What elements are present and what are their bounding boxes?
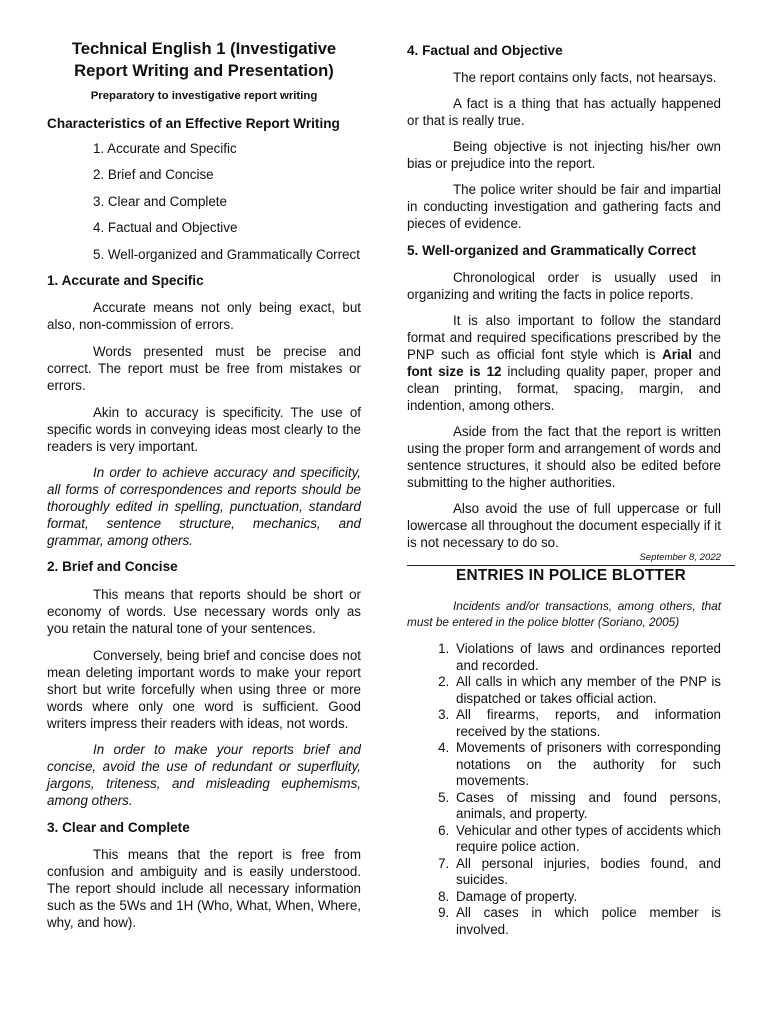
paragraph: The report contains only facts, not hearsays.: [453, 70, 717, 85]
paragraph: The police writer should be fair and impartial in conducting investigation and gathering facts and pieces of evidence.: [407, 182, 721, 231]
paragraph: Accurate means not only being exact, but also, non-commission of errors.: [47, 299, 361, 332]
list-item: 2. Brief and Concise: [93, 167, 214, 183]
list-item: 7. All personal injuries, bodies found, and suicides.: [453, 856, 721, 889]
list-item: 8. Damage of property.: [453, 889, 721, 906]
list-item: 4. Factual and Objective: [93, 220, 238, 236]
paragraph: This means that the report is free from confusion and ambiguity and is easily understood. The report should include all necessary information such as the 5Ws and 1H (Who, What, When, Where, why, and how).: [47, 846, 361, 930]
text-run: It is also important to follow the standard format and required specifications prescribed by the PNP such as official font style which is: [407, 313, 721, 362]
section-heading-clear: 3. Clear and Complete: [47, 819, 190, 835]
paragraph: Also avoid the use of full uppercase or full lowercase all throughout the document especially if it is not necessary to do so.: [407, 501, 721, 550]
paragraph: Aside from the fact that the report is written using the proper form and arrangement of words and sentence structures, it should also be edited before submitting to the higher authorities.: [407, 424, 721, 490]
section-heading-accurate: 1. Accurate and Specific: [47, 272, 204, 288]
italic-paragraph: In order to achieve accuracy and specificity, all forms of correspondences and reports should be thoroughly edited in spelling, punctuation, standard format, sentence structure, mechanics, and grammar, among others.: [47, 464, 361, 548]
text-run: including quality paper, proper and clean printing, format, spacing, margin, and indention, among others.: [407, 364, 721, 413]
list-item: 3. All firearms, reports, and information received by the stations.: [453, 707, 721, 740]
section-heading-factual: 4. Factual and Objective: [407, 43, 563, 58]
paragraph-specifications: [407, 312, 721, 414]
list-item: 2. All calls in which any member of the PNP is dispatched or takes official action.: [453, 674, 721, 707]
characteristics-heading: Characteristics of an Effective Report Writing: [47, 116, 340, 131]
bold-font-size: font size is 12: [407, 364, 502, 379]
right-column: [407, 42, 721, 938]
left-column: [47, 38, 361, 931]
italic-paragraph: In order to make your reports brief and concise, avoid the use of redundant or superfluity, jargons, triteness, and misleading euphemisms, among others.: [47, 741, 361, 808]
characteristics-list: [47, 140, 361, 263]
paragraph: Being objective is not injecting his/her own bias or prejudice into the report.: [407, 139, 721, 171]
list-item: 9. All cases in which police member is involved.: [453, 905, 721, 938]
list-item: 6. Vehicular and other types of accidents which require police action.: [453, 823, 721, 856]
paragraph: Words presented must be precise and correct. The report must be free from mistakes or errors.: [47, 343, 361, 393]
document-title: Technical English 1 (Investigative Report Writing and Presentation): [71, 39, 337, 80]
list-item: 1. Violations of laws and ordinances reported and recorded.: [453, 641, 721, 674]
blotter-heading: ENTRIES IN POLICE BLOTTER: [407, 565, 735, 585]
document-subtitle: Preparatory to investigative report writing: [90, 90, 318, 102]
section-heading-brief: 2. Brief and Concise: [47, 558, 178, 574]
paragraph: Chronological order is usually used in organizing and writing the facts in police reports.: [407, 270, 721, 302]
blotter-entries-list: [407, 641, 721, 938]
paragraph: Conversely, being brief and concise does not mean deleting important words to make your report short but write forcefully when using three or more words where only one word is sufficient. Good writers impress their readers with ideas, not words.: [47, 647, 361, 731]
paragraph: Akin to accuracy is specificity. The use of specific words in conveying ideas most clearly to the readers is very important.: [47, 404, 361, 454]
list-item: 5. Well-organized and Grammatically Correct: [93, 246, 360, 262]
paragraph: A fact is a thing that has actually happened or that is really true.: [407, 96, 721, 128]
blotter-intro: Incidents and/or transactions, among others, that must be entered in the police blotter (Soriano, 2005): [407, 599, 721, 629]
section-heading-wellorganized: 5. Well-organized and Grammatically Correct: [407, 243, 697, 258]
list-item: 4. Movements of prisoners with corresponding notations on the authority for such movements.: [453, 740, 721, 790]
date-label: September 8, 2022: [639, 552, 721, 563]
paragraph: This means that reports should be short or economy of words. Use necessary words only as you retain the natural tone of your sentences.: [47, 586, 361, 636]
text-run: and: [691, 347, 722, 362]
list-item: 5. Cases of missing and found persons, animals, and property.: [453, 790, 721, 823]
bold-font-style: Arial: [662, 347, 692, 362]
list-item: 1. Accurate and Specific: [93, 141, 237, 156]
list-item: 3. Clear and Complete: [93, 193, 227, 209]
